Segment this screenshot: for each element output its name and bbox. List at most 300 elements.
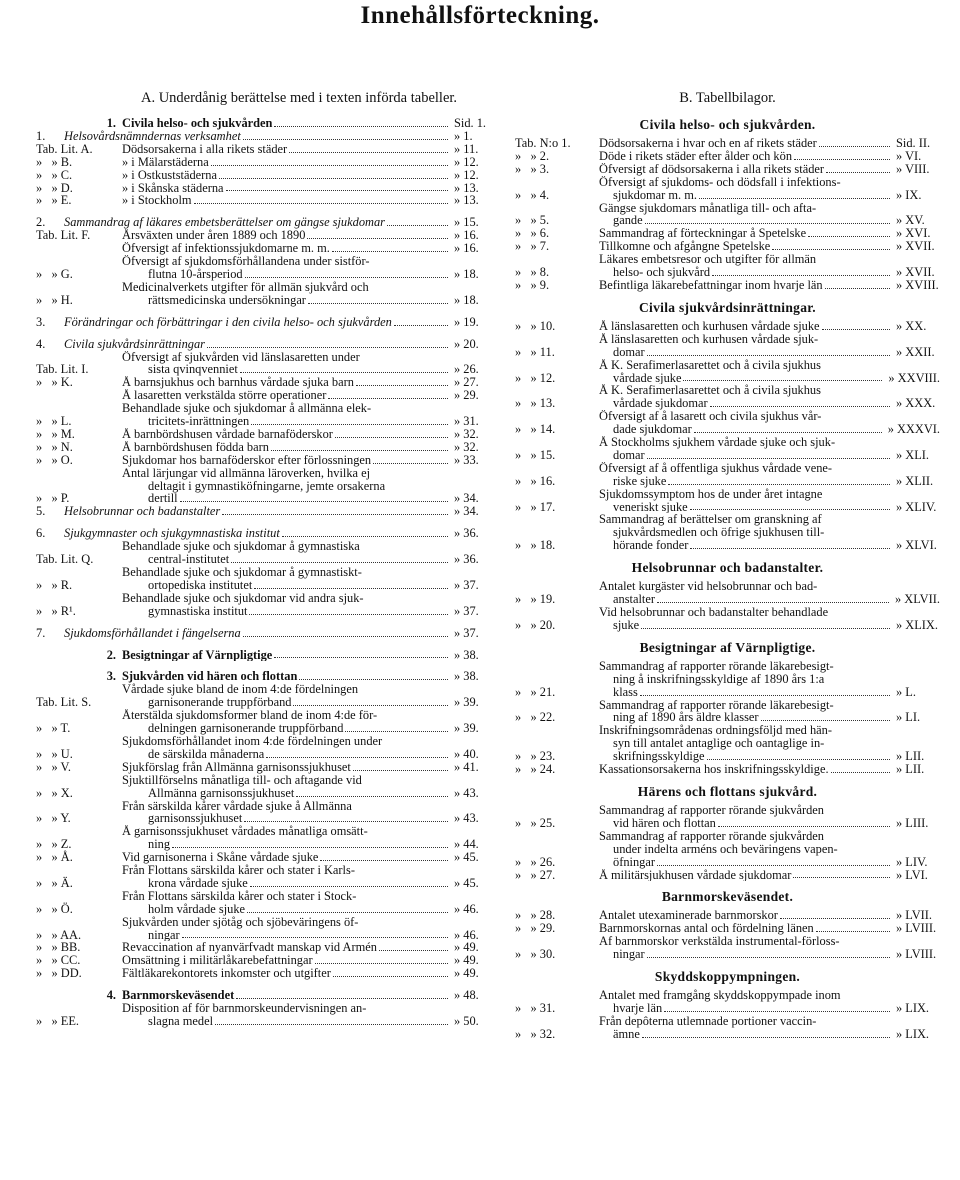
entry-text [122,1002,450,1028]
entry-line-text: Antalet utexaminerade barnmorskor [599,909,778,923]
table-entry [36,890,492,916]
table-entry [36,954,492,967]
entry-text [64,627,450,640]
entry-text [599,909,892,922]
entry-page-number: » 1. [454,128,473,143]
entry-line-text: Å militärsjukhusen vårdade sjukdomar [599,868,792,882]
entry-line [599,163,892,176]
entry-page-number: » XX. [896,318,927,333]
entry-line: Sjukdomssymptom hos de under året intagne [599,487,823,501]
table-entry [515,513,940,552]
entry-line [122,761,450,774]
entry-line [599,372,884,385]
entry-line: Å Stockholms sjukhem vårdade sjuke och sjuk- [599,436,836,450]
table-entry [36,143,492,156]
entry-label: » » R. [36,577,73,592]
entry-text [599,922,892,935]
entry-line: Sammandrag af rapporter rörande sjukvården [599,803,825,817]
entry-line-text: Sjukdomar hos barnaföderskor efter förlossningen [122,453,372,467]
entry-page-number: » 48. [454,988,479,1003]
entry-text [599,989,892,1015]
entry-line-text: vid hären och flottan [613,815,716,830]
entry-page-number: » 32. [454,439,479,454]
entry-line [122,363,450,376]
table-entry [515,935,940,961]
table-entry [36,800,492,826]
entry-line [122,553,450,566]
entry-line [599,539,892,552]
entry-label: » » 23. [515,749,556,764]
entry-line [122,941,450,954]
entry-line [599,397,892,410]
table-entry [36,592,492,618]
entry-line-text: Å barnbördshusen vårdade barnaföderskor [122,427,333,441]
dot-leader [640,695,890,696]
entry-text [599,202,892,228]
entry-line-text: Besigtningar af Värnpligtige [122,648,273,662]
entry-line [122,670,450,683]
entry-text [64,338,450,351]
dot-leader [794,159,890,160]
entry-page-number: » 50. [454,1014,479,1028]
entry-label: » » 2. [515,148,550,163]
entry-line-text: Öfversigt af infektionssjukdomarne m. m. [122,242,330,256]
entry-label: 1. [36,128,46,143]
entry-page-number: » LIV. [896,854,928,869]
entry-label: » » 5. [515,213,550,228]
entry-line [122,903,450,916]
dot-leader [244,821,448,822]
entry-line: Inskrifningsområdenas ordningsföljd med hän- [599,724,832,738]
table-entry [515,488,940,514]
entry-line [122,696,450,709]
entry-label: » » 29. [515,921,556,936]
entry-label: » » O. [36,452,73,467]
entry-line [122,156,450,169]
dot-leader [194,203,448,204]
dot-leader [245,277,448,278]
table-entry [515,227,940,240]
entry-page-number: » 16. [454,241,479,256]
group-heading: Härens och flottans sjukvård. [637,783,818,799]
dot-leader [240,372,448,373]
entry-line: Öfversigt af sjukvården vid länslasaretten under [122,350,360,364]
table-entry [515,253,940,279]
entry-page-number: » 31. [454,414,479,429]
entry-text [122,441,450,454]
entry-line [599,750,892,763]
entry-page-number: » 49. [454,940,479,955]
dot-leader [793,877,890,878]
entry-line: Behandlade sjuke och sjukdomar å gymnastiska [122,540,360,554]
entry-text [122,941,450,954]
entry-line-text: hörande fonder [613,538,689,553]
entry-line: Antal lärjungar vid allmänna läroverken, hvilka ej [122,466,371,480]
entry-line-text: Sjukgymnaster och sjukgymnastiska institut [64,527,280,541]
entry-label: 6. [36,526,46,541]
entry-text [122,761,450,774]
entry-line: deltagit i gymnastiköfningarne, jemte orsakerna [148,478,386,493]
entry-page-number: » 13. [454,193,479,208]
section-b-heading: B. Tabellbilagor. [679,90,776,106]
entry-label: » » 12. [515,370,556,385]
entry-line-text: Revaccination af nyanvärfvadt manskap vid Armén [122,941,377,955]
entry-page-number: » XV. [896,213,925,228]
entry-line-text: Sammandrag af läkares embetsberättelser om gängse sjukdomar [64,216,385,230]
dot-leader [668,484,890,485]
entry-text [122,566,450,592]
entry-label: » » 7. [515,239,550,254]
entry-text [599,660,892,699]
entry-line-text: gymnastiska institut [148,603,248,618]
entry-line-text: vårdade sjuke [613,370,682,385]
dot-leader [333,976,448,977]
dot-leader [657,865,890,866]
entry-text [599,279,892,292]
dot-leader [647,355,890,356]
entry-text [599,320,892,333]
entry-text [122,954,450,967]
dot-leader [761,720,890,721]
entry-text [64,216,450,229]
entry-line-text: sjuke [613,617,640,632]
entry-page-number: » 27. [454,375,479,390]
entry-page-number: » LVI. [896,867,928,882]
entry-label: » » 21. [515,684,556,699]
entry-text [599,253,892,279]
dot-leader [647,957,890,958]
entry-page-number: » LII. [896,762,925,777]
entry-page-number: » 36. [454,526,479,541]
entry-line: Från Flottans särskilda kårer och stater i Karls- [122,864,355,878]
section-a-heading: A. Underdånig berättelse med i texten införda tabeller. [140,90,458,106]
entry-page-number: » 43. [454,811,479,826]
entry-label: » » BB. [36,940,81,955]
table-entry [515,384,940,410]
dot-leader [335,437,448,438]
entry-line [122,649,450,662]
entry-page-number: » VI. [896,148,922,163]
entry-label: 5. [36,504,46,519]
dot-leader [822,329,890,330]
entry-line-text: riske sjuke [613,473,667,488]
table-entry [515,989,940,1015]
entry-text [599,163,892,176]
entry-line [599,266,892,279]
entry-page-number: » VIII. [896,161,930,176]
entry-line [599,279,892,292]
dot-leader [219,178,448,179]
table-entry [515,763,940,776]
entry-label: 2. [106,647,116,662]
entry-line [599,817,892,830]
entry-label: 3. [36,314,46,329]
section-entry [36,338,492,351]
table-entry [36,851,492,864]
table-entry [36,376,492,389]
section-entry [36,130,492,143]
entry-line-text: Tillkomne och afgångne Spetelske [599,240,771,254]
dot-leader [641,628,890,629]
entry-page-number: » 32. [454,426,479,441]
entry-label: » » P. [36,491,70,506]
dot-leader [182,937,448,938]
entry-page-number: » 16. [454,228,479,243]
table-entry [36,281,492,307]
entry-page-number: » 13. [454,180,479,195]
entry-label: » » Å. [36,850,73,865]
table-entry [515,150,940,163]
entry-line: Sjukvården under sjötåg och sjöbeväringens öf- [122,915,359,929]
entry-label: » » V. [36,759,72,774]
entry-text [599,606,892,632]
entry-page-number: » XLIX. [896,617,938,632]
entry-page-number: » 18. [454,266,479,281]
dot-leader [274,126,448,127]
entry-line: ning å inskrifningsskyldige af 1890 års 1:a [613,671,825,686]
entry-line [122,169,450,182]
entry-page-number: » LIX. [896,1000,930,1015]
entry-line: Å länslasaretten och kurhusen vårdade sjuk- [599,332,819,346]
dot-leader [690,509,890,510]
entry-text [122,851,450,864]
table-entry [515,176,940,202]
entry-page-number: » 49. [454,953,479,968]
entry-label: » » E. [36,193,72,208]
entry-page-number: » 37. [454,577,479,592]
table-entry [36,761,492,774]
entry-line-text: ämne [613,1026,640,1041]
entry-label: » » 16. [515,473,556,488]
dot-leader [831,772,890,773]
entry-text [64,505,450,518]
entry-text [122,281,450,307]
dot-leader [299,679,448,680]
dot-leader [345,731,448,732]
table-entry [515,580,940,606]
dot-leader [249,614,448,615]
dot-leader [271,450,448,451]
entry-line [122,294,450,307]
entry-line [599,1002,892,1015]
entry-page-number: » 12. [454,154,479,169]
entry-page-number: » LI. [896,710,921,725]
entry-label: » » C. [36,167,73,182]
entry-line [122,182,450,195]
table-entry [515,410,940,436]
entry-label: » » N. [36,439,73,454]
entry-line: Vid helsobrunnar och badanstalter behandlade [599,606,829,619]
entry-text [122,683,450,709]
entry-text [122,156,450,169]
entry-line [122,954,450,967]
entry-label: » » R¹. [36,603,76,618]
entry-text [122,825,450,851]
entry-label: » » D. [36,180,73,195]
entry-label: » » 27. [515,867,556,882]
table-entry [515,279,940,292]
entry-text [122,255,450,281]
dot-leader [356,385,448,386]
table-entry [36,825,492,851]
entry-line [64,627,450,640]
entry-line-text: Sjukdomsförhållandet i fängelserna [64,626,241,640]
table-entry [36,156,492,169]
entry-line-text: Öfversigt af dödsorsakerna i alla rikets städer [599,162,825,176]
dot-leader [315,963,448,964]
entry-line [599,619,892,632]
entry-line: Sammandrag af rapporter rörande läkarebesigt- [599,698,834,712]
table-entry [515,137,940,150]
entry-label: » » 9. [515,277,550,292]
group-heading: Barnmorskeväsendet. [661,889,794,905]
entry-text [122,351,450,377]
entry-page-number: » XLVII. [895,592,940,607]
dot-leader [320,860,448,861]
entry-text [122,916,450,942]
entry-line: Behandlade sjuke och sjukdomar å gymnastiskt- [122,566,362,579]
dot-leader [231,562,448,563]
entry-line: Å K. Serafimerlasarettet och å civila sjukhus [599,384,821,398]
entry-label: » » 19. [515,592,556,607]
entry-line: Disposition af för barnmorskeundervisningen an- [122,1002,367,1016]
table-entry [36,389,492,402]
entry-line [599,423,884,436]
table-entry [515,699,940,725]
entry-text [599,699,892,725]
entry-line: Medicinalverkets utgifter för allmän sjukvård och [122,280,369,294]
entry-page-number: » 45. [454,875,479,890]
entry-line-text: » i Skånska städerna [122,181,224,195]
entry-line-text: Civila helso- och sjukvården [122,117,273,130]
table-entry [36,255,492,281]
dot-leader [296,796,448,797]
entry-label: » » 24. [515,762,556,777]
entry-page-number: » XXII. [896,344,935,359]
entry-label: » » 32. [515,1026,556,1041]
entry-page-number: » 49. [454,966,479,981]
entry-page-number: » XVII. [896,239,935,254]
entry-label: 7. [36,625,46,640]
entry-line-text: Helsovårdsnämndernas verksamhet [64,129,241,143]
entry-line [122,989,450,1002]
entry-label: » » K. [36,375,73,390]
entry-line [599,856,892,869]
entry-line-text: tricitets-inrättningen [148,414,250,428]
entry-label: » » 26. [515,854,556,869]
entry-text [64,527,450,540]
table-entry [515,436,940,462]
entry-line-text: Årsväxten under åren 1889 och 1890 [122,229,306,243]
entry-text [599,462,892,488]
entry-line [599,320,892,333]
entry-text [599,176,892,202]
entry-page-number: » 19. [454,314,479,329]
table-entry [515,240,940,253]
group-heading: Skyddskoppympningen. [654,969,801,985]
entry-page-number: » 39. [454,721,479,736]
entry-line [599,711,892,724]
entry-line-text: Å barnbördshusen födda barn [122,440,269,454]
entry-page-number: » 36. [454,552,479,567]
entry-text [122,592,450,618]
dot-leader [699,198,890,199]
entry-text [599,1015,892,1041]
entry-label: » » 15. [515,447,556,462]
table-entry [515,359,940,385]
table-entry [36,351,492,377]
group-heading: Civila sjukvårdsinrättningar. [639,299,816,315]
entry-line-text: » i Ostkuststäderna [122,168,217,182]
table-entry [36,402,492,428]
entry-line [122,415,450,428]
entry-label: » » 31. [515,1000,556,1015]
entry-label: » » 10. [515,318,556,333]
table-entry [36,428,492,441]
entry-line: Antalet med framgång skyddskoppympade inom [599,989,841,1003]
entry-line: Öfversigt af å offentliga sjukhus vårdade vene- [599,461,833,475]
dot-leader [207,347,448,348]
table-entry [36,467,492,506]
table-entry [36,566,492,592]
entry-text [122,670,450,683]
table-entry [36,182,492,195]
entry-label: » » CC. [36,953,81,968]
dot-leader [243,636,448,637]
entry-label: 4. [36,336,46,351]
dot-leader [247,912,448,913]
entry-line [599,763,892,776]
entry-label: » » 11. [515,344,555,359]
dot-leader [251,424,448,425]
entry-text [599,359,884,385]
entry-page-number: Sid. II. [896,136,931,150]
entry-line-text: central-institutet [148,552,230,566]
entry-line-text: Kassationsorsakerna hos inskrifningsskyldige. [599,763,829,776]
entry-page-number: » XXX. [896,396,936,411]
dot-leader [211,165,448,166]
entry-page-number: » L. [896,684,916,699]
entry-page-number: » LII. [896,749,925,764]
entry-line: Vårdade sjuke bland de inom 4:de fördelningen [122,683,359,697]
entry-page-number: » IX. [896,187,922,202]
entry-label: » » DD. [36,966,82,981]
entry-text [122,242,450,255]
entry-line [122,967,450,980]
table-entry [36,916,492,942]
entry-text [122,989,450,1002]
entry-line [64,316,450,329]
entry-text [599,150,892,163]
entry-line-text: ning af 1890 års äldre klasser [613,710,759,725]
entry-line [64,505,450,518]
entry-text [122,428,450,441]
entry-page-number: » LVIII. [896,947,937,962]
entry-line: Sammandrag af berättelser om granskning af [599,513,822,527]
dot-leader [657,602,889,603]
entry-label: » » Y. [36,811,71,826]
entry-line: Från särskilda kårer vårdade sjuke å Allmänna [122,799,352,813]
group-heading: Helsobrunnar och badanstalter. [631,560,824,576]
entry-line [122,812,450,825]
dot-leader [816,931,890,932]
entry-line: Antalet kurgäster vid helsobrunnar och bad- [599,580,818,594]
entry-line-text: anstalter [613,592,655,606]
entry-text [122,182,450,195]
dot-leader [825,288,890,289]
dot-leader [707,759,890,760]
dot-leader [819,146,890,147]
